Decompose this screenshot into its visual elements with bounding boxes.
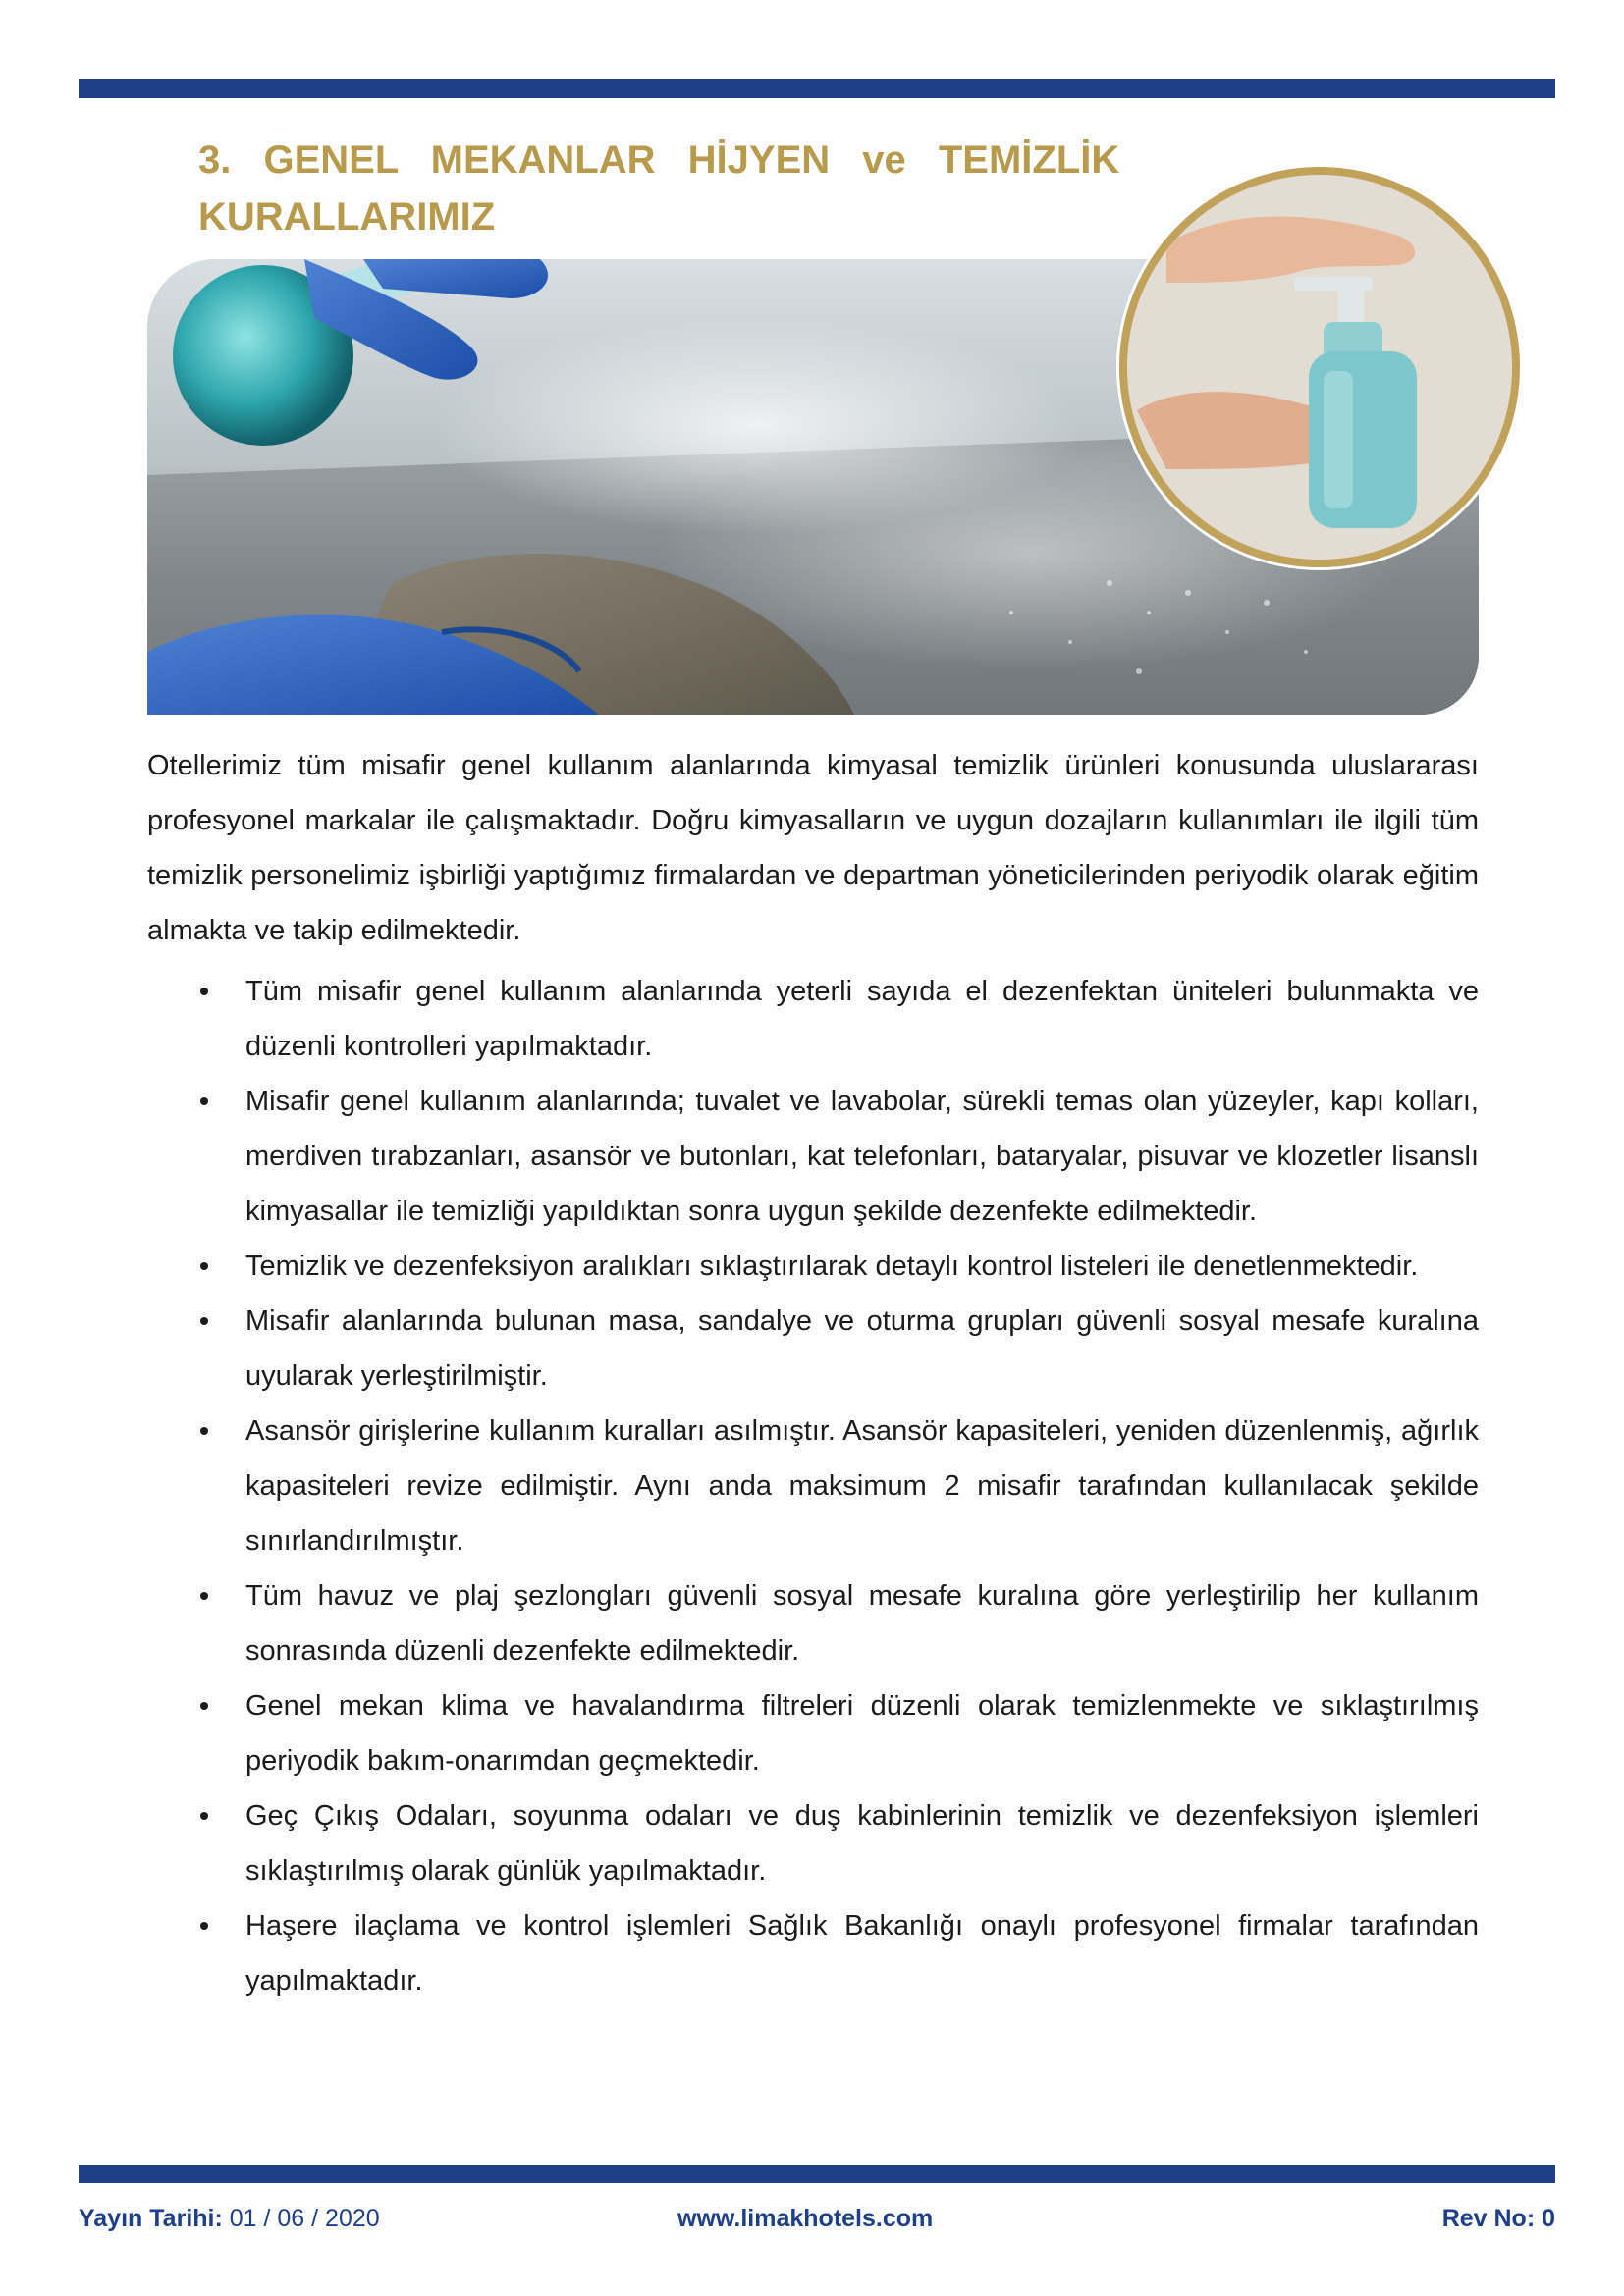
- bullet-dot-icon: [200, 1922, 208, 1930]
- hand-sanitizer-photo: [1119, 167, 1520, 567]
- bottom-rule: [79, 2165, 1555, 2183]
- list-item-text: Misafir genel kullanım alanlarında; tuvalet ve lavabolar, sürekli temas olan yüzeyler, kapı kolları, merdiven tırabzanları, asansör ve butonları, kat telefonları, bataryalar, pisuvar ve klozetler lisanslı kimyasallar ile temizliği yapıldıktan sonra uygun şekilde dezenfekte edilmektedir.: [245, 1086, 1479, 1227]
- website-link[interactable]: www.limakhotels.com: [677, 2205, 934, 2232]
- hygiene-rules-list: [147, 964, 1479, 2008]
- publication-date: [79, 2205, 380, 2233]
- list-item-text: Haşere ilaçlama ve kontrol işlemleri Sağlık Bakanlığı onaylı profesyonel firmalar tarafından yapılmaktadır.: [245, 1910, 1479, 1997]
- section-title-line2: KURALLARIMIZ: [198, 195, 496, 239]
- list-item-text: Tüm misafir genel kullanım alanlarında yeterli sayıda el dezenfektan üniteleri bulunmakta ve düzenli kontrolleri yapılmaktadır.: [245, 976, 1479, 1062]
- list-item: [147, 1239, 1479, 1294]
- bullet-dot-icon: [200, 1812, 208, 1820]
- publication-date-value: 01 / 06 / 2020: [222, 2205, 380, 2232]
- bullet-dot-icon: [200, 1592, 208, 1600]
- list-item-text: Temizlik ve dezenfeksiyon aralıkları sıklaştırılarak detaylı kontrol listeleri ile denetlenmektedir.: [245, 1251, 1419, 1282]
- list-item-text: Tüm havuz ve plaj şezlongları güvenli sosyal mesafe kuralına göre yerleştirilip her kullanım sonrasında düzenli dezenfekte edilmektedir.: [245, 1580, 1479, 1667]
- revision-number: Rev No: 0: [1441, 2205, 1555, 2232]
- list-item: [147, 1074, 1479, 1239]
- list-item-text: Geç Çıkış Odaları, soyunma odaları ve duş kabinlerinin temizlik ve dezenfeksiyon işlemleri sıklaştırılmış olarak günlük yapılmaktadır.: [245, 1800, 1479, 1887]
- bullet-dot-icon: [200, 1262, 208, 1270]
- publication-date-label: Yayın Tarihi:: [79, 2205, 223, 2232]
- list-item: [147, 1294, 1479, 1404]
- list-item-text: Asansör girişlerine kullanım kuralları asılmıştır. Asansör kapasiteleri, yeniden düzenlenmiş, ağırlık kapasiteleri revize edilmiştir. Aynı anda maksimum 2 misafir tarafından kullanılacak şekilde sınırlandırılmıştır.: [245, 1415, 1479, 1557]
- list-item: [147, 1898, 1479, 2008]
- list-item: [147, 1679, 1479, 1789]
- bullet-dot-icon: [200, 1702, 208, 1710]
- bullet-dot-icon: [200, 1097, 208, 1105]
- section-title-line1: 3. GENEL MEKANLAR HİJYEN ve TEMİZLİK: [198, 138, 1120, 182]
- list-item-text: Genel mekan klima ve havalandırma filtreleri düzenli olarak temizlenmekte ve sıklaştırılmış periyodik bakım-onarımdan geçmektedir.: [245, 1690, 1479, 1777]
- sanitizer-illustration: [1127, 175, 1512, 560]
- list-item: [147, 964, 1479, 1074]
- list-item: [147, 1569, 1479, 1679]
- bullet-dot-icon: [200, 988, 208, 995]
- list-item: [147, 1789, 1479, 1898]
- page-footer: [79, 2205, 1555, 2238]
- list-item-text: Misafir alanlarında bulunan masa, sandalye ve oturma grupları güvenli sosyal mesafe kuralına uyularak yerleştirilmiştir.: [245, 1306, 1479, 1392]
- list-item: [147, 1404, 1479, 1569]
- bullet-dot-icon: [200, 1427, 208, 1435]
- top-rule: [79, 79, 1555, 98]
- intro-paragraph: Otellerimiz tüm misafir genel kullanım alanlarında kimyasal temizlik ürünleri konusunda uluslararası profesyonel markalar ile çalışmaktadır. Doğru kimyasalların ve uygun dozajların kullanımları ile ilgili tüm temizlik personelimiz işbirliği yaptığımız firmalardan ve departman yöneticilerinden periyodik olarak eğitim almakta ve takip edilmektedir.: [147, 750, 1479, 946]
- bullet-dot-icon: [200, 1317, 208, 1325]
- section-title: [198, 132, 1161, 245]
